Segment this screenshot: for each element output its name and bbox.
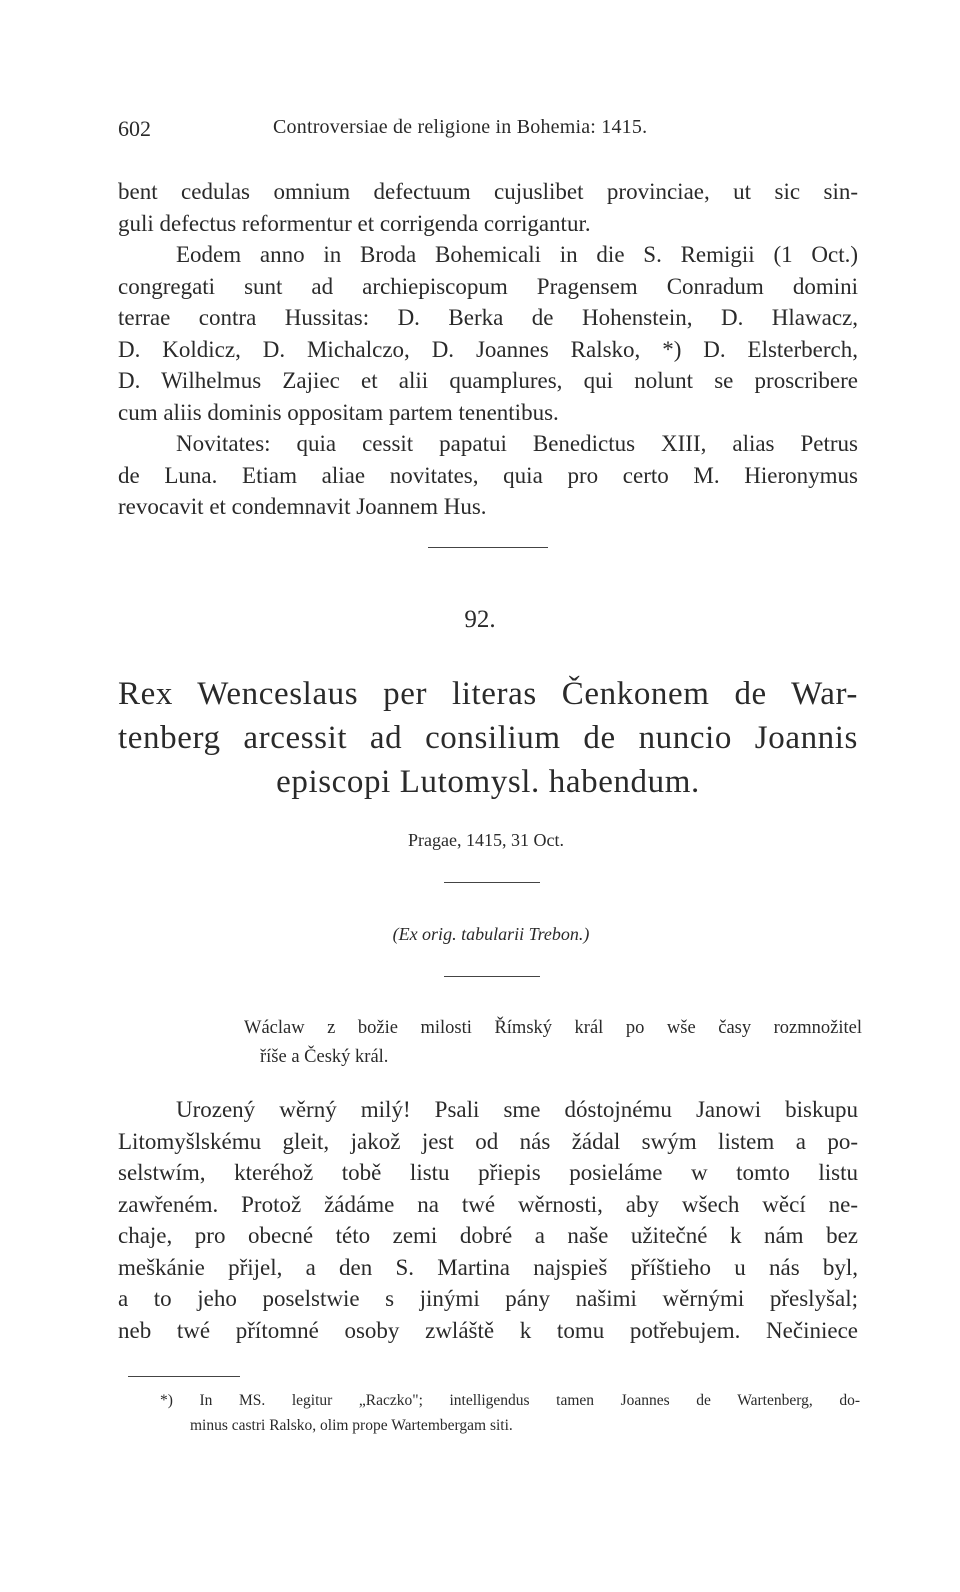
- running-header: [118, 116, 838, 146]
- source-citation: (Ex orig. tabularii Trebon.): [392, 924, 590, 944]
- text-line: Litomyšlskému gleit, jakož jest od nás žádal swým listem a po-: [118, 1128, 858, 1154]
- text-line: Urozený wěrný milý! Psali sme dóstojnému Janowi biskupu: [176, 1097, 858, 1122]
- source-divider: [444, 976, 540, 977]
- title-line: tenberg arcessit ad consilium de nuncio Joannis: [118, 720, 858, 756]
- page-number: 602: [118, 116, 151, 141]
- intitulation-line: Wáclaw z božie milosti Římský král po wše časy rozmnožitel: [244, 1018, 862, 1038]
- text-line: D. Wilhelmus Zajiec et alii quamplures, qui nolunt se proscribere: [118, 368, 858, 393]
- text-line: revocavit et condemnavit Joannem Hus.: [118, 494, 487, 519]
- text-line: selstwím, kteréhož tobě listu přiepis posieláme w tomto listu: [118, 1160, 858, 1185]
- text-line: cum aliis dominis oppositam partem tenentibus.: [118, 399, 559, 425]
- text-line: bent cedulas omnium defectuum cujuslibet provinciae, ut sic sin-: [118, 179, 858, 204]
- footnote-line: *) In MS. legitur „Raczko"; intelligendus tamen Joannes de Wartenberg, do-: [160, 1392, 860, 1409]
- footnote-line: minus castri Ralsko, olim prope Wartembergam siti.: [190, 1417, 513, 1434]
- letter-text: [118, 1094, 858, 1346]
- title-divider: [444, 882, 540, 883]
- title-line: episcopi Lutomysl. habendum.: [276, 764, 700, 800]
- chronicle-text: [118, 176, 858, 523]
- running-title: Controversiae de religione in Bohemia: 1415.: [273, 116, 648, 138]
- text-line: Eodem anno in Broda Bohemicali in die S. Remigii (1 Oct.): [176, 242, 858, 267]
- text-line: zawřeném. Protož žádáme na twé wěrnosti, aby wšech wěcí ne-: [118, 1191, 858, 1217]
- document-number: 92.: [464, 606, 496, 633]
- footnote: [160, 1388, 860, 1438]
- text-line: Novitates: quia cessit papatui Benedictus XIII, alias Petrus: [176, 431, 858, 456]
- text-line: terrae contra Hussitas: D. Berka de Hohenstein, D. Hlawacz,: [118, 305, 858, 330]
- intitulation-line: říše a Český král.: [260, 1047, 389, 1067]
- text-line: guli defectus reformentur et corrigenda corrigantur.: [118, 210, 591, 236]
- letter-intitulation: [244, 1014, 862, 1072]
- text-line: D. Koldicz, D. Michalczo, D. Joannes Ralsko, *) D. Elsterberch,: [118, 336, 858, 362]
- text-line: meškánie přijel, a den S. Martina najspieš příštieho u nás byl,: [118, 1254, 858, 1280]
- document-title: [118, 672, 858, 804]
- section-divider: [428, 547, 548, 548]
- text-line: chaje, pro obecné této zemi dobré a naše užitečné k nám bez: [118, 1223, 858, 1248]
- text-line: neb twé přítomné osoby zwláště k tomu potřebujem. Nečiniece: [118, 1317, 858, 1343]
- text-line: congregati sunt ad archiepiscopum Pragensem Conradum domini: [118, 273, 858, 299]
- dateline: Pragae, 1415, 31 Oct.: [408, 830, 564, 850]
- title-line: Rex Wenceslaus per literas Čenkonem de War-: [118, 676, 858, 712]
- footnote-divider: [128, 1376, 240, 1377]
- text-line: a to jeho poselstwie s jinými pány našimi wěrnými přeslyšal;: [118, 1286, 858, 1311]
- text-line: de Luna. Etiam aliae novitates, quia pro certo M. Hieronymus: [118, 462, 858, 488]
